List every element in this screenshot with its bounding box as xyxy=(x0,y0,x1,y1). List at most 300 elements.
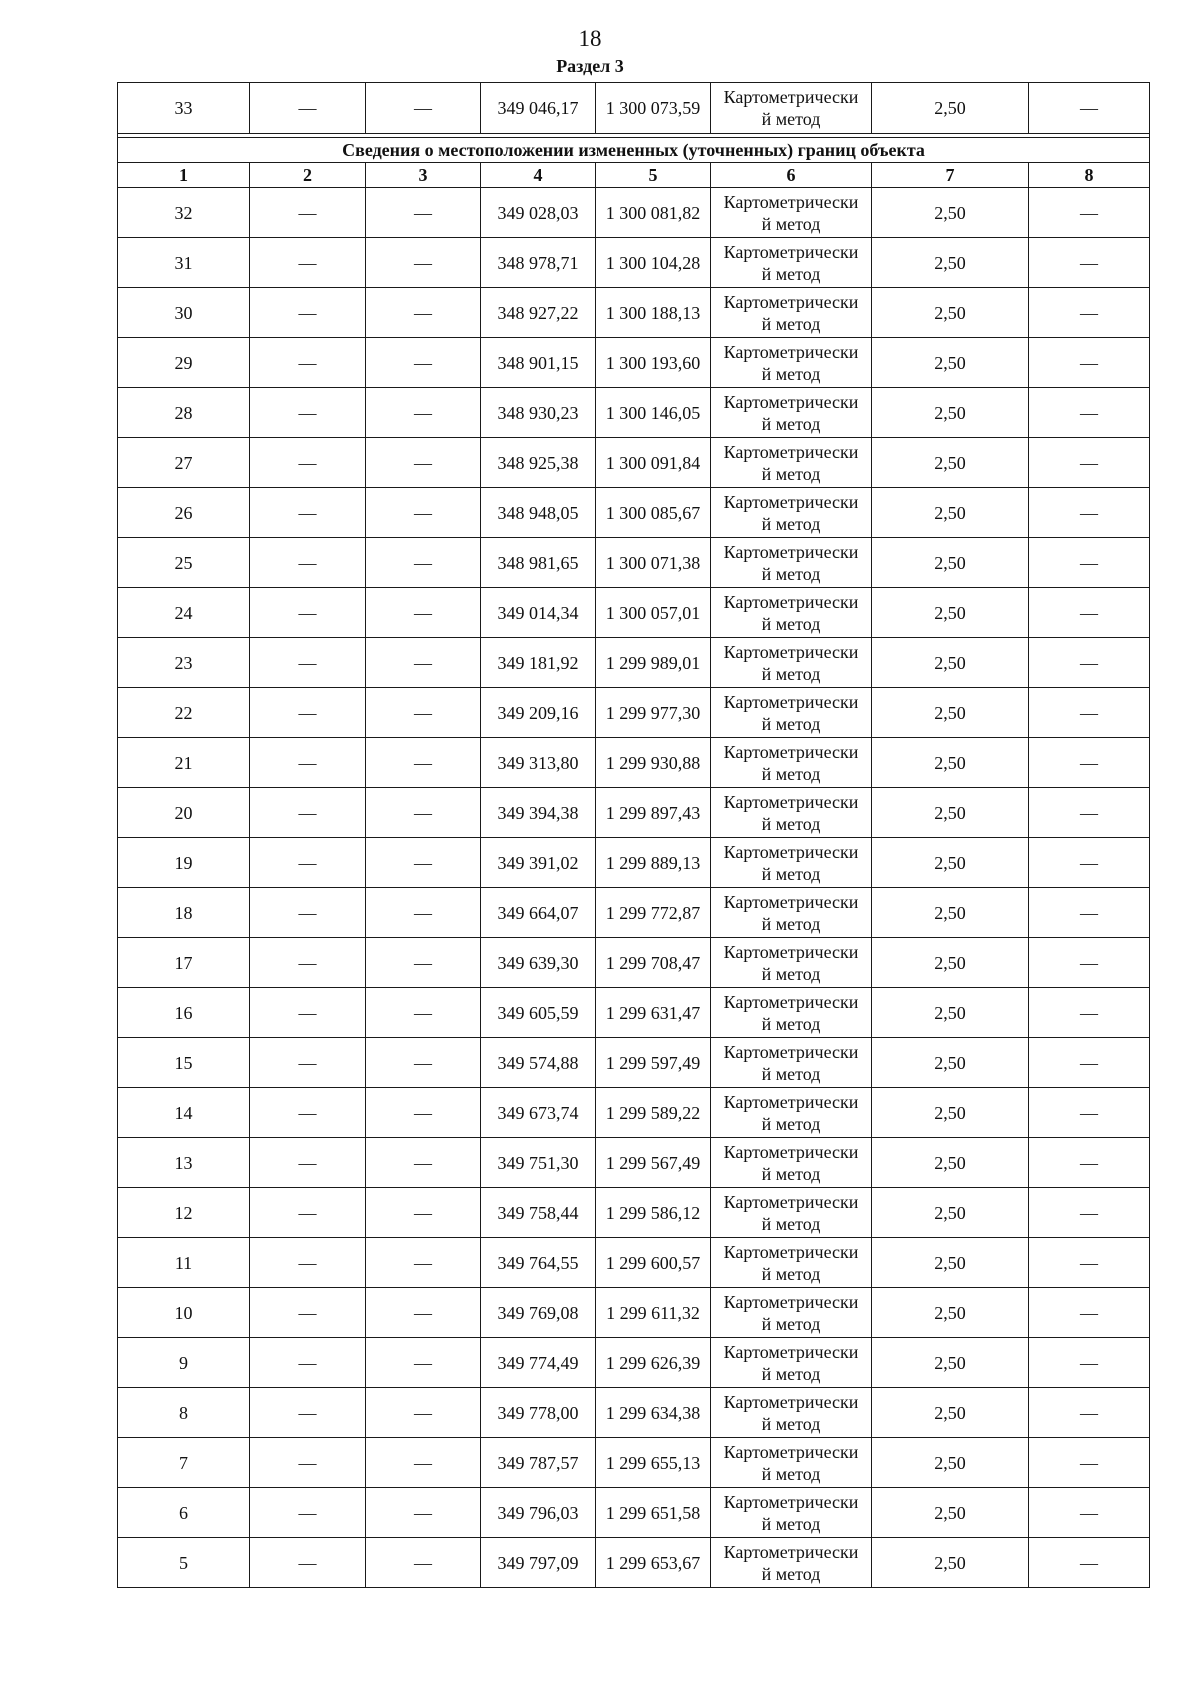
accuracy-cell: 2,50 xyxy=(872,338,1029,388)
old-y-cell: — xyxy=(366,1538,481,1588)
old-x-cell: — xyxy=(250,538,366,588)
method-cell xyxy=(711,388,872,438)
new-y-cell: 1 299 586,12 xyxy=(596,1188,711,1238)
accuracy-cell: 2,50 xyxy=(872,688,1029,738)
new-y-cell: 1 300 193,60 xyxy=(596,338,711,388)
method-line-1: Картометрически xyxy=(723,1391,859,1412)
method-line-2: й метод xyxy=(761,1513,821,1534)
method-line-2: й метод xyxy=(761,1163,821,1184)
description-cell: — xyxy=(1029,588,1150,638)
old-y-cell: — xyxy=(366,188,481,238)
accuracy-cell: 2,50 xyxy=(872,1288,1029,1338)
method-line-2: й метод xyxy=(761,863,821,884)
method-line-2: й метод xyxy=(761,563,821,584)
new-x-cell: 348 901,15 xyxy=(481,338,596,388)
new-y-cell: 1 299 634,38 xyxy=(596,1388,711,1438)
method-line-2: й метод xyxy=(761,1563,821,1584)
method-line-2: й метод xyxy=(761,363,821,384)
method-line-2: й метод xyxy=(761,1313,821,1334)
method-line-1: Картометрически xyxy=(723,491,859,512)
point-number-cell: 6 xyxy=(118,1488,250,1538)
method-line-2: й метод xyxy=(761,513,821,534)
new-x-cell: 349 046,17 xyxy=(481,83,596,134)
old-y-cell: — xyxy=(366,738,481,788)
new-y-cell: 1 299 611,32 xyxy=(596,1288,711,1338)
new-x-cell: 349 639,30 xyxy=(481,938,596,988)
method-line-2: й метод xyxy=(761,1063,821,1084)
new-y-cell: 1 299 631,47 xyxy=(596,988,711,1038)
table-row xyxy=(118,1138,1150,1188)
point-number-cell: 28 xyxy=(118,388,250,438)
description-cell: — xyxy=(1029,638,1150,688)
old-y-cell: — xyxy=(366,1038,481,1088)
method-line-2: й метод xyxy=(761,1113,821,1134)
old-y-cell: — xyxy=(366,488,481,538)
description-cell: — xyxy=(1029,888,1150,938)
method-line-1: Картометрически xyxy=(723,891,859,912)
method-cell xyxy=(711,1438,872,1488)
new-y-cell: 1 299 989,01 xyxy=(596,638,711,688)
column-number: 5 xyxy=(596,163,711,188)
method-line-1: Картометрически xyxy=(723,441,859,462)
old-x-cell: — xyxy=(250,1138,366,1188)
new-y-cell: 1 299 653,67 xyxy=(596,1538,711,1588)
accuracy-cell: 2,50 xyxy=(872,738,1029,788)
new-x-cell: 349 797,09 xyxy=(481,1538,596,1588)
method-line-2: й метод xyxy=(761,413,821,434)
new-x-cell: 349 394,38 xyxy=(481,788,596,838)
old-y-cell: — xyxy=(366,538,481,588)
accuracy-cell: 2,50 xyxy=(872,638,1029,688)
description-cell: — xyxy=(1029,838,1150,888)
method-line-2: й метод xyxy=(761,213,821,234)
table-row xyxy=(118,388,1150,438)
description-cell: — xyxy=(1029,1488,1150,1538)
method-cell xyxy=(711,1138,872,1188)
column-number: 1 xyxy=(118,163,250,188)
old-x-cell: — xyxy=(250,438,366,488)
column-number: 2 xyxy=(250,163,366,188)
old-x-cell: — xyxy=(250,1188,366,1238)
point-number-cell: 14 xyxy=(118,1088,250,1138)
new-y-cell: 1 299 589,22 xyxy=(596,1088,711,1138)
new-y-cell: 1 300 073,59 xyxy=(596,83,711,134)
old-y-cell: — xyxy=(366,338,481,388)
new-y-cell: 1 299 600,57 xyxy=(596,1238,711,1288)
method-line-2: й метод xyxy=(761,1363,821,1384)
table-row xyxy=(118,238,1150,288)
old-y-cell: — xyxy=(366,1138,481,1188)
description-cell: — xyxy=(1029,1288,1150,1338)
new-y-cell: 1 299 626,39 xyxy=(596,1338,711,1388)
method-cell xyxy=(711,688,872,738)
description-cell: — xyxy=(1029,238,1150,288)
point-number-cell: 11 xyxy=(118,1238,250,1288)
method-cell xyxy=(711,238,872,288)
method-cell xyxy=(711,338,872,388)
point-number-cell: 27 xyxy=(118,438,250,488)
old-x-cell: — xyxy=(250,788,366,838)
accuracy-cell: 2,50 xyxy=(872,1438,1029,1488)
table-row xyxy=(118,938,1150,988)
old-x-cell: — xyxy=(250,1088,366,1138)
column-number: 6 xyxy=(711,163,872,188)
old-x-cell: — xyxy=(250,588,366,638)
method-line-1: Картометрически xyxy=(723,1241,859,1262)
method-line-2: й метод xyxy=(761,313,821,334)
old-x-cell: — xyxy=(250,888,366,938)
description-cell: — xyxy=(1029,538,1150,588)
new-y-cell: 1 299 897,43 xyxy=(596,788,711,838)
new-x-cell: 349 028,03 xyxy=(481,188,596,238)
table-row xyxy=(118,888,1150,938)
new-x-cell: 348 981,65 xyxy=(481,538,596,588)
old-x-cell: — xyxy=(250,938,366,988)
method-line-1: Картометрически xyxy=(723,791,859,812)
point-number-cell: 21 xyxy=(118,738,250,788)
table-heading-row xyxy=(118,138,1150,163)
method-line-2: й метод xyxy=(761,713,821,734)
coordinates-table xyxy=(117,82,1150,1588)
description-cell: — xyxy=(1029,188,1150,238)
point-number-cell: 18 xyxy=(118,888,250,938)
table-row xyxy=(118,188,1150,238)
accuracy-cell: 2,50 xyxy=(872,1038,1029,1088)
method-line-1: Картометрически xyxy=(723,1291,859,1312)
method-cell xyxy=(711,1388,872,1438)
method-line-2: й метод xyxy=(761,1413,821,1434)
accuracy-cell: 2,50 xyxy=(872,238,1029,288)
old-x-cell: — xyxy=(250,1238,366,1288)
point-number-cell: 20 xyxy=(118,788,250,838)
new-y-cell: 1 299 651,58 xyxy=(596,1488,711,1538)
method-cell xyxy=(711,788,872,838)
table-row xyxy=(118,1338,1150,1388)
old-x-cell: — xyxy=(250,688,366,738)
method-cell xyxy=(711,1038,872,1088)
old-y-cell: — xyxy=(366,1488,481,1538)
point-number-cell: 22 xyxy=(118,688,250,738)
point-number-cell: 26 xyxy=(118,488,250,538)
method-line-1: Картометрически xyxy=(723,1191,859,1212)
old-y-cell: — xyxy=(366,1288,481,1338)
method-line-2: й метод xyxy=(761,1463,821,1484)
method-line-2: й метод xyxy=(761,613,821,634)
accuracy-cell: 2,50 xyxy=(872,1088,1029,1138)
old-y-cell: — xyxy=(366,938,481,988)
method-line-1: Картометрически xyxy=(723,1491,859,1512)
method-line-2: й метод xyxy=(761,1213,821,1234)
table-heading: Сведения о местоположении измененных (уточненных) границ объекта xyxy=(118,138,1150,163)
new-x-cell: 349 605,59 xyxy=(481,988,596,1038)
method-line-1: Картометрически xyxy=(723,1341,859,1362)
method-line-2: й метод xyxy=(761,763,821,784)
method-line-1: Картометрически xyxy=(723,241,859,262)
point-number-cell: 12 xyxy=(118,1188,250,1238)
method-line-1: Картометрически xyxy=(723,1441,859,1462)
accuracy-cell: 2,50 xyxy=(872,1138,1029,1188)
accuracy-cell: 2,50 xyxy=(872,538,1029,588)
new-x-cell: 349 751,30 xyxy=(481,1138,596,1188)
table-row xyxy=(118,1538,1150,1588)
point-number-cell: 23 xyxy=(118,638,250,688)
column-number: 3 xyxy=(366,163,481,188)
old-y-cell: — xyxy=(366,238,481,288)
new-y-cell: 1 300 188,13 xyxy=(596,288,711,338)
method-cell xyxy=(711,1338,872,1388)
description-cell: — xyxy=(1029,688,1150,738)
method-cell xyxy=(711,988,872,1038)
point-number-cell: 7 xyxy=(118,1438,250,1488)
old-x-cell: — xyxy=(250,488,366,538)
method-cell xyxy=(711,1288,872,1338)
table-row xyxy=(118,1488,1150,1538)
new-x-cell: 349 014,34 xyxy=(481,588,596,638)
column-numbers-row xyxy=(118,163,1150,188)
table-row xyxy=(118,1088,1150,1138)
description-cell: — xyxy=(1029,988,1150,1038)
old-y-cell: — xyxy=(366,438,481,488)
method-line-2: й метод xyxy=(761,1263,821,1284)
table-row xyxy=(118,438,1150,488)
accuracy-cell: 2,50 xyxy=(872,438,1029,488)
point-number-cell: 16 xyxy=(118,988,250,1038)
new-x-cell: 348 930,23 xyxy=(481,388,596,438)
description-cell: — xyxy=(1029,288,1150,338)
old-y-cell: — xyxy=(366,1238,481,1288)
point-number-cell: 9 xyxy=(118,1338,250,1388)
old-x-cell: — xyxy=(250,988,366,1038)
new-x-cell: 349 209,16 xyxy=(481,688,596,738)
accuracy-cell: 2,50 xyxy=(872,1488,1029,1538)
method-line-1: Картометрически xyxy=(723,641,859,662)
point-number-cell: 10 xyxy=(118,1288,250,1338)
description-cell: — xyxy=(1029,738,1150,788)
accuracy-cell: 2,50 xyxy=(872,388,1029,438)
accuracy-cell: 2,50 xyxy=(872,1538,1029,1588)
description-cell: — xyxy=(1029,338,1150,388)
new-y-cell: 1 300 071,38 xyxy=(596,538,711,588)
new-x-cell: 349 664,07 xyxy=(481,888,596,938)
table-row xyxy=(118,338,1150,388)
old-y-cell: — xyxy=(366,588,481,638)
accuracy-cell: 2,50 xyxy=(872,988,1029,1038)
description-cell: — xyxy=(1029,1538,1150,1588)
accuracy-cell: 2,50 xyxy=(872,588,1029,638)
new-x-cell: 349 769,08 xyxy=(481,1288,596,1338)
method-cell xyxy=(711,638,872,688)
old-y-cell: — xyxy=(366,688,481,738)
old-y-cell: — xyxy=(366,1438,481,1488)
point-number-cell: 8 xyxy=(118,1388,250,1438)
old-y-cell: — xyxy=(366,638,481,688)
old-y-cell: — xyxy=(366,1088,481,1138)
table-row xyxy=(118,1038,1150,1088)
description-cell: — xyxy=(1029,1338,1150,1388)
point-number-cell: 30 xyxy=(118,288,250,338)
method-cell xyxy=(711,838,872,888)
new-x-cell: 348 948,05 xyxy=(481,488,596,538)
description-cell: — xyxy=(1029,1438,1150,1488)
old-x-cell: — xyxy=(250,388,366,438)
point-number-cell: 24 xyxy=(118,588,250,638)
description-cell: — xyxy=(1029,1138,1150,1188)
old-y-cell: — xyxy=(366,83,481,134)
old-y-cell: — xyxy=(366,988,481,1038)
new-x-cell: 349 764,55 xyxy=(481,1238,596,1288)
description-cell: — xyxy=(1029,788,1150,838)
method-line-1: Картометрически xyxy=(723,1091,859,1112)
point-number-cell: 15 xyxy=(118,1038,250,1088)
method-cell xyxy=(711,1188,872,1238)
new-x-cell: 348 927,22 xyxy=(481,288,596,338)
description-cell: — xyxy=(1029,1238,1150,1288)
point-number-cell: 17 xyxy=(118,938,250,988)
point-number-cell: 32 xyxy=(118,188,250,238)
accuracy-cell: 2,50 xyxy=(872,938,1029,988)
method-cell xyxy=(711,738,872,788)
description-cell: — xyxy=(1029,83,1150,134)
new-x-cell: 349 181,92 xyxy=(481,638,596,688)
method-line-2: й метод xyxy=(761,813,821,834)
column-number: 7 xyxy=(872,163,1029,188)
old-x-cell: — xyxy=(250,1288,366,1338)
method-line-1: Картометрически xyxy=(723,541,859,562)
method-line-2: й метод xyxy=(761,463,821,484)
table-row xyxy=(118,788,1150,838)
new-x-cell: 348 978,71 xyxy=(481,238,596,288)
description-cell: — xyxy=(1029,488,1150,538)
old-x-cell: — xyxy=(250,288,366,338)
accuracy-cell: 2,50 xyxy=(872,188,1029,238)
new-x-cell: 348 925,38 xyxy=(481,438,596,488)
method-line-1: Картометрически xyxy=(723,991,859,1012)
method-line-2: й метод xyxy=(761,1013,821,1034)
new-y-cell: 1 300 085,67 xyxy=(596,488,711,538)
table-row xyxy=(118,1188,1150,1238)
accuracy-cell: 2,50 xyxy=(872,288,1029,338)
new-y-cell: 1 299 930,88 xyxy=(596,738,711,788)
accuracy-cell: 2,50 xyxy=(872,1338,1029,1388)
method-line-1: Картометрически xyxy=(723,291,859,312)
method-line-1: Картометрически xyxy=(723,1041,859,1062)
old-x-cell: — xyxy=(250,1488,366,1538)
old-y-cell: — xyxy=(366,888,481,938)
method-line-2: й метод xyxy=(761,663,821,684)
old-x-cell: — xyxy=(250,83,366,134)
old-x-cell: — xyxy=(250,1338,366,1388)
method-cell xyxy=(711,888,872,938)
accuracy-cell: 2,50 xyxy=(872,83,1029,134)
description-cell: — xyxy=(1029,1088,1150,1138)
method-line-1: Картометрически xyxy=(723,591,859,612)
method-cell xyxy=(711,1488,872,1538)
accuracy-cell: 2,50 xyxy=(872,488,1029,538)
new-y-cell: 1 300 104,28 xyxy=(596,238,711,288)
method-cell xyxy=(711,1238,872,1288)
point-number-cell: 13 xyxy=(118,1138,250,1188)
new-y-cell: 1 299 772,87 xyxy=(596,888,711,938)
table-row xyxy=(118,538,1150,588)
new-x-cell: 349 778,00 xyxy=(481,1388,596,1438)
accuracy-cell: 2,50 xyxy=(872,788,1029,838)
column-number: 8 xyxy=(1029,163,1150,188)
method-line-2: й метод xyxy=(761,109,821,129)
old-x-cell: — xyxy=(250,238,366,288)
method-line-1: Картометрически xyxy=(723,191,859,212)
point-number-cell: 25 xyxy=(118,538,250,588)
new-x-cell: 349 673,74 xyxy=(481,1088,596,1138)
old-x-cell: — xyxy=(250,1538,366,1588)
method-line-1: Картометрически xyxy=(723,87,859,107)
description-cell: — xyxy=(1029,1388,1150,1438)
new-y-cell: 1 299 567,49 xyxy=(596,1138,711,1188)
new-y-cell: 1 299 708,47 xyxy=(596,938,711,988)
accuracy-cell: 2,50 xyxy=(872,1238,1029,1288)
new-y-cell: 1 300 081,82 xyxy=(596,188,711,238)
point-number-cell: 29 xyxy=(118,338,250,388)
description-cell: — xyxy=(1029,1038,1150,1088)
method-line-2: й метод xyxy=(761,263,821,284)
table-row xyxy=(118,1438,1150,1488)
table-row xyxy=(118,838,1150,888)
new-y-cell: 1 300 091,84 xyxy=(596,438,711,488)
method-line-2: й метод xyxy=(761,913,821,934)
new-y-cell: 1 299 977,30 xyxy=(596,688,711,738)
method-line-2: й метод xyxy=(761,963,821,984)
new-x-cell: 349 313,80 xyxy=(481,738,596,788)
accuracy-cell: 2,50 xyxy=(872,1188,1029,1238)
description-cell: — xyxy=(1029,388,1150,438)
old-x-cell: — xyxy=(250,1438,366,1488)
method-line-1: Картометрически xyxy=(723,341,859,362)
method-cell xyxy=(711,438,872,488)
old-x-cell: — xyxy=(250,188,366,238)
method-cell xyxy=(711,588,872,638)
description-cell: — xyxy=(1029,438,1150,488)
accuracy-cell: 2,50 xyxy=(872,838,1029,888)
point-number-cell: 33 xyxy=(118,83,250,134)
new-y-cell: 1 300 057,01 xyxy=(596,588,711,638)
old-y-cell: — xyxy=(366,288,481,338)
new-x-cell: 349 391,02 xyxy=(481,838,596,888)
old-x-cell: — xyxy=(250,838,366,888)
method-line-1: Картометрически xyxy=(723,1541,859,1562)
new-x-cell: 349 796,03 xyxy=(481,1488,596,1538)
description-cell: — xyxy=(1029,938,1150,988)
method-cell xyxy=(711,538,872,588)
table-row xyxy=(118,1288,1150,1338)
old-y-cell: — xyxy=(366,1388,481,1438)
method-line-1: Картометрически xyxy=(723,391,859,412)
old-y-cell: — xyxy=(366,838,481,888)
table-row xyxy=(118,83,1150,134)
new-y-cell: 1 299 655,13 xyxy=(596,1438,711,1488)
old-y-cell: — xyxy=(366,388,481,438)
method-cell xyxy=(711,288,872,338)
old-x-cell: — xyxy=(250,1388,366,1438)
point-number-cell: 31 xyxy=(118,238,250,288)
method-cell xyxy=(711,1538,872,1588)
table-row xyxy=(118,288,1150,338)
old-x-cell: — xyxy=(250,738,366,788)
method-cell xyxy=(711,938,872,988)
old-x-cell: — xyxy=(250,1038,366,1088)
table-row xyxy=(118,988,1150,1038)
table-row xyxy=(118,738,1150,788)
old-y-cell: — xyxy=(366,788,481,838)
point-number-cell: 19 xyxy=(118,838,250,888)
